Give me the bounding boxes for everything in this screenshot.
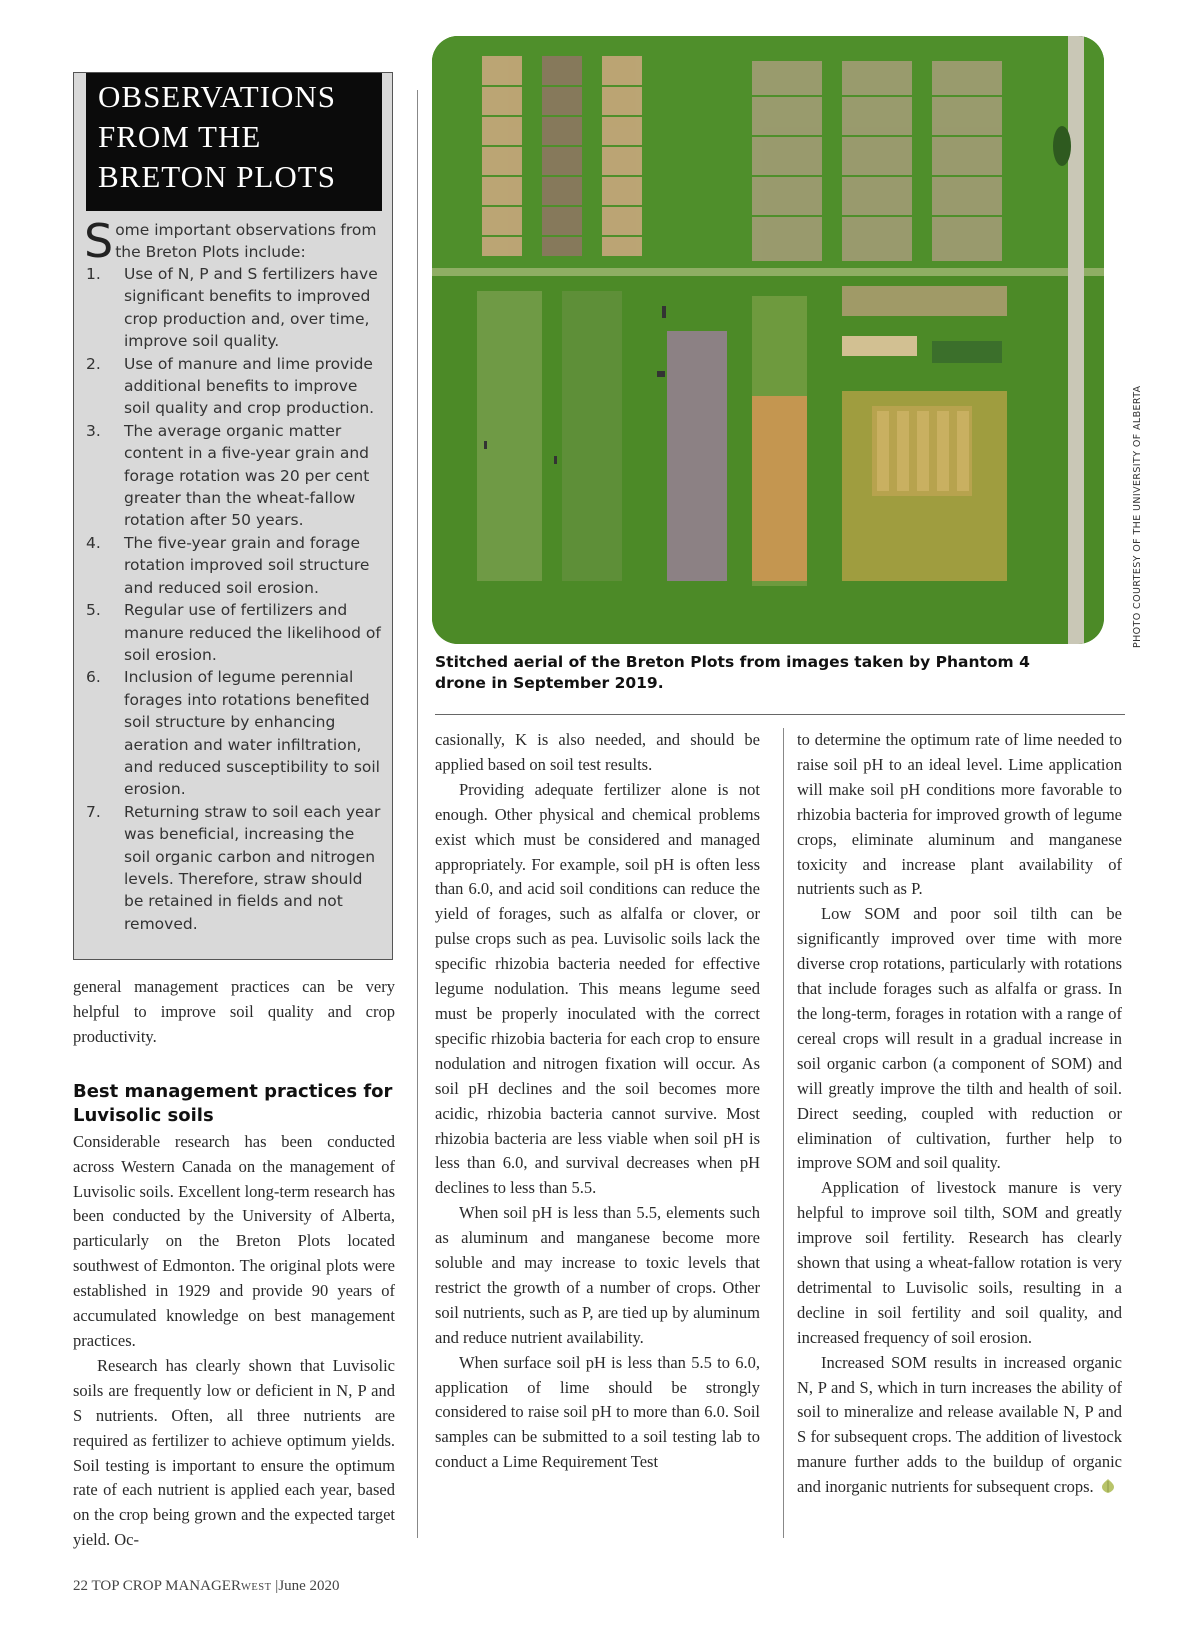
- list-item-text: Use of N, P and S fertilizers have significant benefits to improved crop production and, over time, improve soil quality.: [124, 265, 378, 351]
- paragraph: [797, 1351, 1122, 1500]
- leaf-end-mark-icon: [1100, 1478, 1116, 1494]
- list-item-text: Returning straw to soil each year was beneficial, increasing the soil organic carbon and nitrogen levels. Therefore, straw should be retained in fields and not removed.: [124, 802, 381, 933]
- list-item-number: 6.: [86, 668, 101, 687]
- list-item: [86, 666, 382, 800]
- sidebar-title: [86, 73, 382, 211]
- photo-caption: Stitched aerial of the Breton Plots from images taken by Phantom 4 drone in September 2019.: [435, 653, 1030, 692]
- sidebar-title-line: OBSERVATIONS: [98, 79, 337, 114]
- list-item-text: Regular use of fertilizers and manure reduced the likelihood of soil erosion.: [124, 601, 381, 664]
- body-column-2: [435, 728, 760, 1475]
- list-item-text: The average organic matter content in a five-year grain and forage rotation was 20 per cent greater than the wheat-fallow rotation after 50 years.: [124, 421, 370, 530]
- magazine-name: TOP CROP MANAGER: [91, 1578, 241, 1594]
- paragraph: Application of livestock manure is very helpful to improve soil tilth, SOM and greatly improve soil fertility. Research has clearly shown that using a wheat-fallow rotation is very detrimental to Luvisolic soils, resulting in a decline in soil fertility and soil quality, and increased frequency of soil erosion.: [797, 1178, 1122, 1347]
- observations-sidebar: [73, 72, 393, 960]
- photo-credit: PHOTO COURTESY OF THE UNIVERSITY OF ALBERTA: [1132, 385, 1143, 648]
- paragraph: Research has clearly shown that Luvisolic soils are frequently low or deficient in N, P and S nutrients. Often, all three nutrients are required as fertilizer to achieve optimum yields. Soil testing is important to ensure the optimum rate of each nutrient is applied each year, based on the crop being grown and the expected target yield. Oc-: [73, 1355, 395, 1550]
- section-heading: Best management practices for Luvisolic soils: [73, 1080, 393, 1126]
- paragraph: casionally, K is also needed, and should be applied based on soil test results.: [435, 730, 760, 774]
- body-column-1: [73, 975, 395, 1553]
- body-column-3: [797, 728, 1122, 1500]
- list-item-number: 7.: [86, 802, 101, 821]
- sidebar-title-line: BRETON PLOTS: [98, 159, 336, 194]
- paragraph: Considerable research has been conducted across Western Canada on the management of Luvisolic soils. Excellent long-term research has been conducted by the University of Alberta, particularly on the Breton Plots located southwest of Edmonton. The original plots were established in 1929 and provide 90 years of accumulated knowledge on best management practices.: [73, 1131, 395, 1350]
- issue-date: June 2020: [278, 1578, 340, 1594]
- list-item: [86, 801, 382, 935]
- paragraph: When soil pH is less than 5.5, elements such as aluminum and manganese become more soluble and may increase to toxic levels that restrict the growth of a number of crops. Other soil nutrients, such as P, are tied up by aluminum and reduce nutrient availability.: [435, 1203, 760, 1347]
- folio-separator: |: [275, 1578, 279, 1594]
- list-item: [86, 263, 382, 353]
- list-item-text: Inclusion of legume perennial forages into rotations benefited soil structure by enhancing aeration and water infiltration, and reduced susceptibility to soil erosion.: [124, 668, 380, 799]
- page-number: 22: [73, 1578, 88, 1594]
- paragraph: Providing adequate fertilizer alone is not enough. Other physical and chemical problems exist which must be considered and managed appropriately. For example, soil pH is often less than 6.0, and acid soil conditions can reduce the yield of forages, such as alfalfa or clover, or pulse crops such as pea. Luvisolic soils lack the specific rhizobia bacteria needed for effective legume nodulation. This means legume seed must be properly inoculated with the correct specific rhizobia bacteria for each crop to ensure nodulation and nitrogen fixation will occur. As soil pH declines and the soil becomes more acidic, rhizobia bacteria cannot survive. Most rhizobia bacteria are less viable when soil pH is less than 6.0, and survival decreases when pH declines to less than 5.5.: [435, 779, 760, 1198]
- column-divider: [783, 728, 784, 1538]
- paragraph: When surface soil pH is less than 5.5 to 6.0, application of lime should be strongly considered to raise soil pH to more than 6.0. Soil samples can be submitted to a soil testing lab to conduct a Lime Requirement Test: [435, 1352, 760, 1472]
- sidebar-title-line: FROM THE: [98, 119, 262, 154]
- list-item-number: 5.: [86, 601, 101, 620]
- magazine-edition: WEST: [240, 1582, 272, 1593]
- aerial-photo: [432, 36, 1104, 644]
- page-folio: [73, 1578, 340, 1595]
- paragraph: general management practices can be very helpful to improve soil quality and crop productivity.: [73, 977, 395, 1046]
- list-item: [86, 599, 382, 666]
- sidebar-intro-text: ome important observations from the Breton Plots include:: [115, 221, 377, 261]
- list-item-number: 2.: [86, 354, 101, 373]
- list-item: [86, 353, 382, 420]
- list-item-number: 3.: [86, 421, 101, 440]
- caption-rule: [435, 714, 1125, 715]
- paragraph-text: Increased SOM results in increased organic N, P and S, which in turn increases the ability of soil to mineralize and release available N, P and S for subsequent crops. The addition of livestock manure further adds to the buildup of organic and inorganic nutrients for subsequent crops.: [797, 1352, 1122, 1497]
- sidebar-intro: [84, 214, 382, 268]
- column-divider: [417, 90, 418, 1538]
- aerial-field-illustration: [432, 36, 1104, 644]
- drop-cap: S: [84, 214, 114, 268]
- observations-list: [86, 263, 382, 935]
- list-item: [86, 420, 382, 532]
- list-item-number: 1.: [86, 265, 101, 283]
- list-item-number: 4.: [86, 533, 101, 552]
- list-item-text: The five-year grain and forage rotation improved soil structure and reduced soil erosion.: [124, 533, 370, 597]
- paragraph: to determine the optimum rate of lime needed to raise soil pH to an ideal level. Lime application will make soil pH conditions more favorable to rhizobia bacteria for improved growth of legume crops, eliminate aluminum and manganese toxicity and increase plant availability of nutrients such as P.: [797, 730, 1122, 899]
- list-item: [86, 532, 382, 599]
- list-item-text: Use of manure and lime provide additional benefits to improve soil quality and crop production.: [124, 354, 375, 418]
- paragraph: Low SOM and poor soil tilth can be significantly improved over time with more diverse crop rotations, particularly with rotations that include forages such as alfalfa or grass. In the long-term, forages in rotation with a range of cereal crops will result in a gradual increase in soil organic carbon (a component of SOM) and will greatly improve the tilth and health of soil. Direct seeding, coupled with reduction or elimination of cultivation, further help to improve SOM and soil quality.: [797, 904, 1122, 1173]
